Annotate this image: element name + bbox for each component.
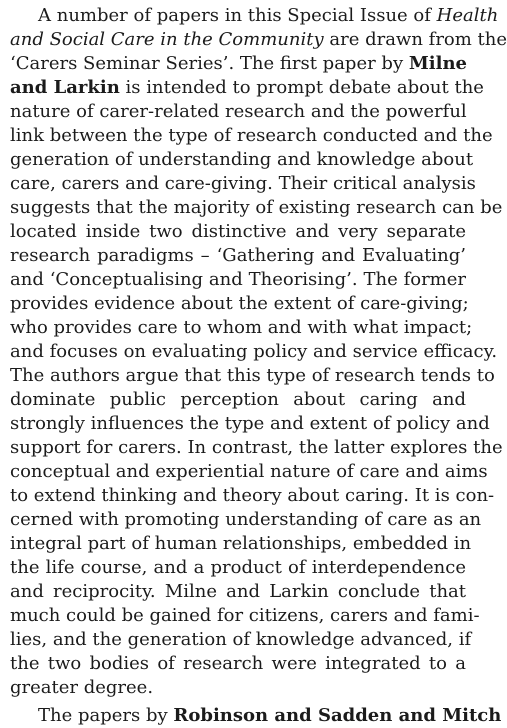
text-line: nature of carer-related research and the powerful	[10, 101, 467, 122]
text-line: generation of understanding and knowledge about	[10, 149, 474, 170]
author-name-bold: Robinson and Sadden and Mitch	[173, 705, 502, 726]
text-line	[10, 52, 466, 76]
text-line: located inside two distinctive and very separate	[10, 221, 466, 242]
text-line: cerned with promoting understanding of care as an	[10, 509, 482, 530]
text-line: and reciprocity. Milne and Larkin conclude that	[10, 581, 466, 602]
text-line: research paradigms – ‘Gathering and Evaluating’	[10, 245, 466, 266]
text-line: support for carers. In contrast, the latter explores the	[10, 437, 503, 458]
journal-title-italic: and Social Care in the Community	[10, 29, 324, 50]
author-name-bold: and Larkin	[10, 77, 120, 98]
journal-title-italic: Health	[436, 5, 499, 26]
text-line: strongly influences the type and extent of policy and	[10, 413, 490, 434]
text-line	[10, 4, 499, 28]
text-line: The authors argue that this type of research tends to	[10, 365, 495, 386]
text-span: are drawn from the	[323, 29, 507, 50]
author-name-bold: Milne	[408, 53, 467, 74]
text-line	[10, 76, 484, 100]
text-line: much could be gained for citizens, carers and fami-	[10, 605, 480, 626]
text-line	[10, 28, 507, 52]
text-line: to extend thinking and theory about caring. It is con-	[10, 485, 495, 506]
text-line: and ‘Conceptualising and Theorising’. The former	[10, 269, 466, 290]
text-line: provides evidence about the extent of care-giving;	[10, 293, 469, 314]
text-line: care, carers and care-giving. Their critical analysis	[10, 173, 476, 194]
text-line: the two bodies of research were integrated to a	[10, 653, 466, 674]
text-span: A number of papers in this Special Issue of	[38, 5, 437, 26]
text-line: who provides care to whom and with what impact;	[10, 317, 473, 338]
text-line: dominate public perception about caring and	[10, 389, 466, 410]
paragraph-milne-larkin	[10, 4, 507, 700]
text-line: integral part of human relationships, embedded in	[10, 533, 472, 554]
article-body	[10, 4, 507, 726]
text-span: is intended to prompt debate about the	[119, 77, 484, 98]
text-line: and focuses on evaluating policy and service efficacy.	[10, 341, 498, 362]
text-line: lies, and the generation of knowledge advanced, if	[10, 629, 472, 650]
text-line: greater degree.	[10, 677, 154, 698]
text-line: suggests that the majority of existing research can be	[10, 197, 503, 218]
text-span: ‘Carers Seminar Series’. The first paper by	[10, 53, 409, 74]
text-line: conceptual and experiential nature of care and aims	[10, 461, 488, 482]
text-line: link between the type of research conducted and the	[10, 125, 493, 146]
text-line: the life course, and a product of interdependence	[10, 557, 466, 578]
next-paragraph-partial-line	[10, 704, 502, 728]
text-span: The papers by	[38, 705, 174, 726]
